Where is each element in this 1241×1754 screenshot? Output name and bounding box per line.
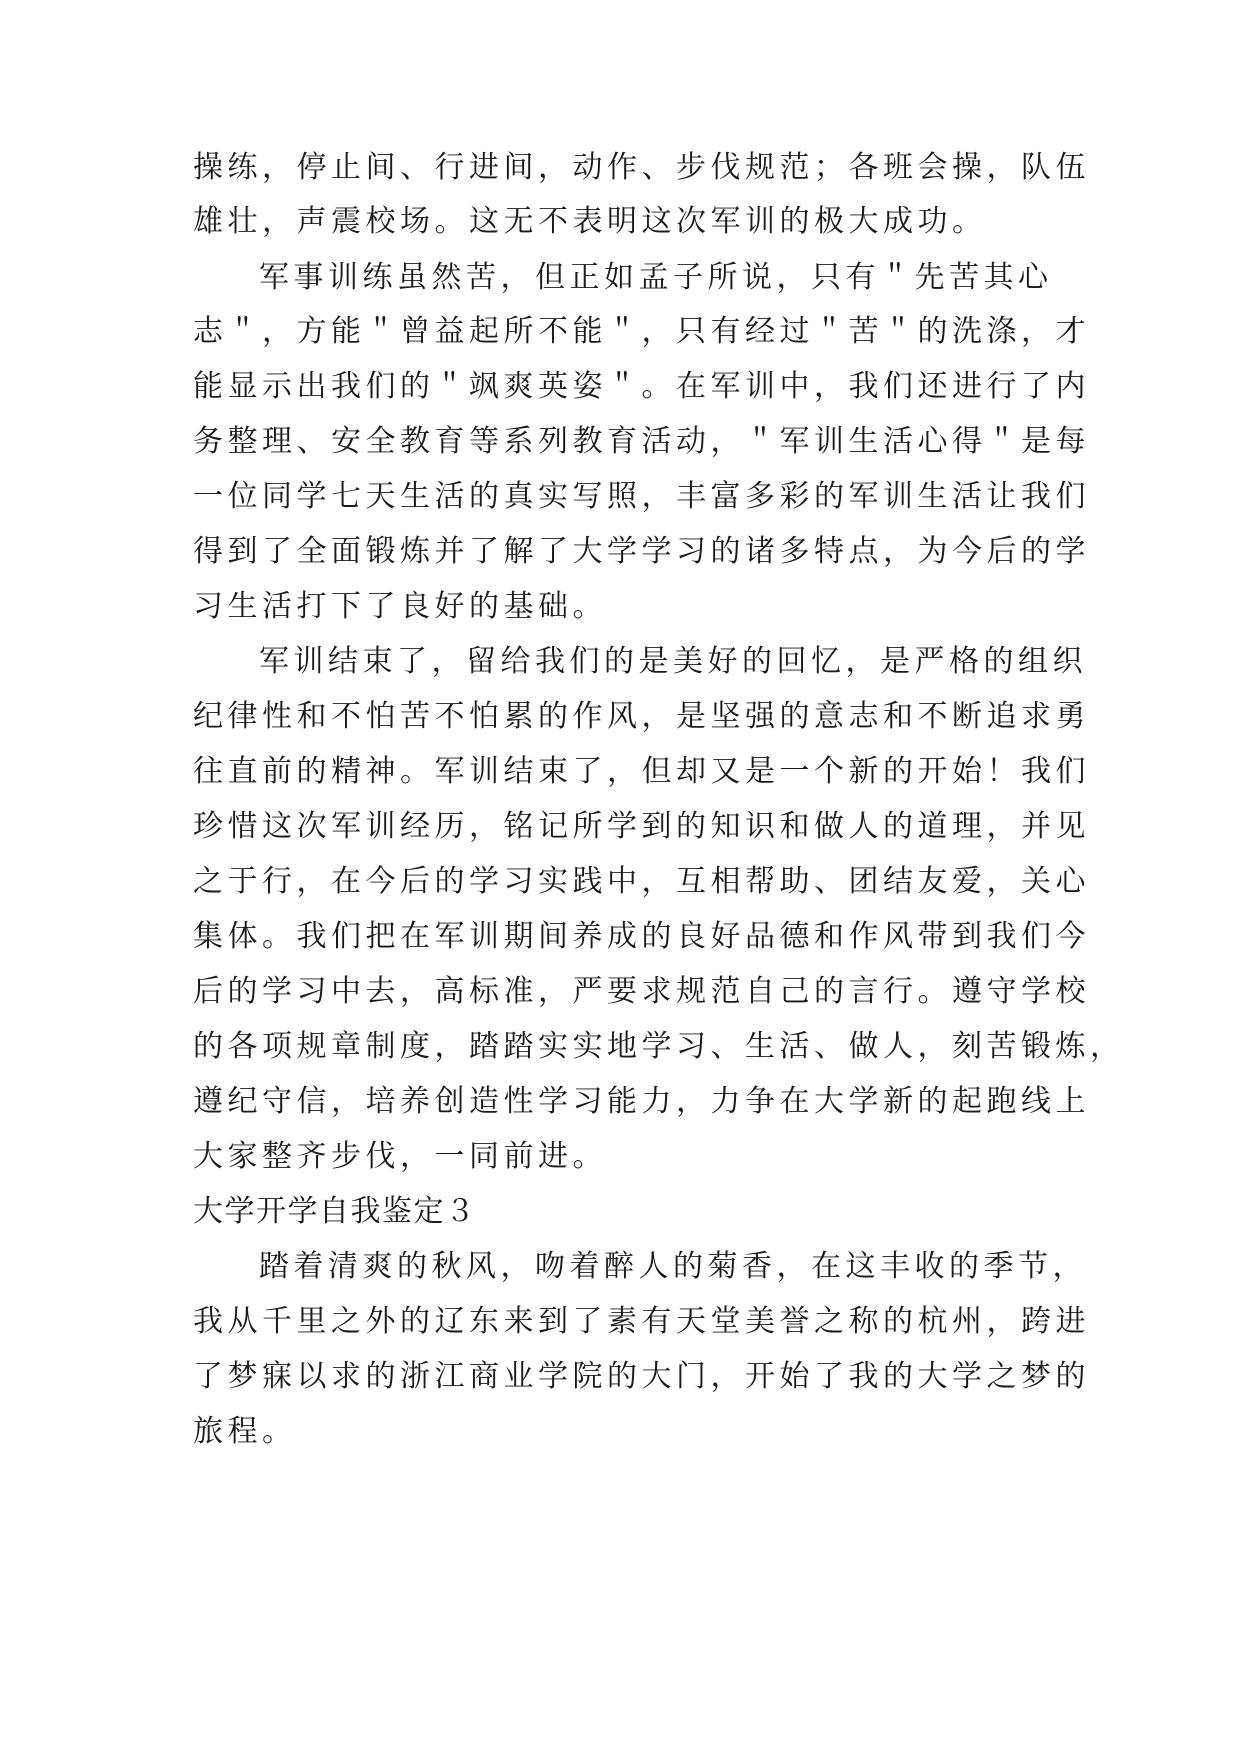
text-line: 雄壮，声震校场。这无不表明这次军训的极大成功。 [193, 204, 987, 239]
paragraph-first-line: 军事训练虽然苦，但正如孟子所说，只有＂先苦其心 [259, 260, 1053, 295]
text-line: 纪律性和不怕苦不怕累的作风，是坚强的意志和不断追求勇 [193, 699, 1090, 734]
text-line: 了梦寐以求的浙江商业学院的大门，开始了我的大学之梦的 [193, 1359, 1090, 1394]
text-line: 大家整齐步伐，一同前进。 [193, 1139, 607, 1174]
section-heading: 大学开学自我鉴定３ [193, 1194, 477, 1229]
text-line: 志＂，方能＂曾益起所不能＂，只有经过＂苦＂的洗涤，才 [193, 314, 1090, 349]
text-line: 习生活打下了良好的基础。 [193, 589, 607, 624]
text-line: 务整理、安全教育等系列教育活动，＂军训生活心得＂是每 [193, 424, 1090, 459]
paragraph-first-line: 军训结束了，留给我们的是美好的回忆，是严格的组织 [259, 644, 1087, 679]
text-line: 的各项规章制度，踏踏实实地学习、生活、做人，刻苦锻炼， [193, 1029, 1125, 1064]
text-line: 珍惜这次军训经历，铭记所学到的知识和做人的道理，并见 [193, 809, 1090, 844]
text-line: 集体。我们把在军训期间养成的良好品德和作风带到我们今 [193, 919, 1090, 954]
text-line: 后的学习中去，高标准，严要求规范自己的言行。遵守学校 [193, 974, 1090, 1009]
text-line: 往直前的精神。军训结束了，但却又是一个新的开始！我们 [193, 754, 1090, 789]
paragraph-first-line: 踏着清爽的秋风，吻着醉人的菊香，在这丰收的季节， [259, 1249, 1087, 1284]
text-line: 我从千里之外的辽东来到了素有天堂美誉之称的杭州，跨进 [193, 1304, 1090, 1339]
text-line: 能显示出我们的＂飒爽英姿＂。在军训中，我们还进行了内 [193, 369, 1090, 404]
text-line: 得到了全面锻炼并了解了大学学习的诸多特点，为今后的学 [193, 534, 1090, 569]
text-line: 旅程。 [193, 1414, 297, 1449]
text-line: 遵纪守信，培养创造性学习能力，力争在大学新的起跑线上 [193, 1084, 1090, 1119]
text-line: 操练，停止间、行进间，动作、步伐规范；各班会操，队伍 [193, 150, 1090, 185]
text-line: 一位同学七天生活的真实写照，丰富多彩的军训生活让我们 [193, 479, 1090, 514]
text-line: 之于行，在今后的学习实践中，互相帮助、团结友爱，关心 [193, 864, 1090, 899]
